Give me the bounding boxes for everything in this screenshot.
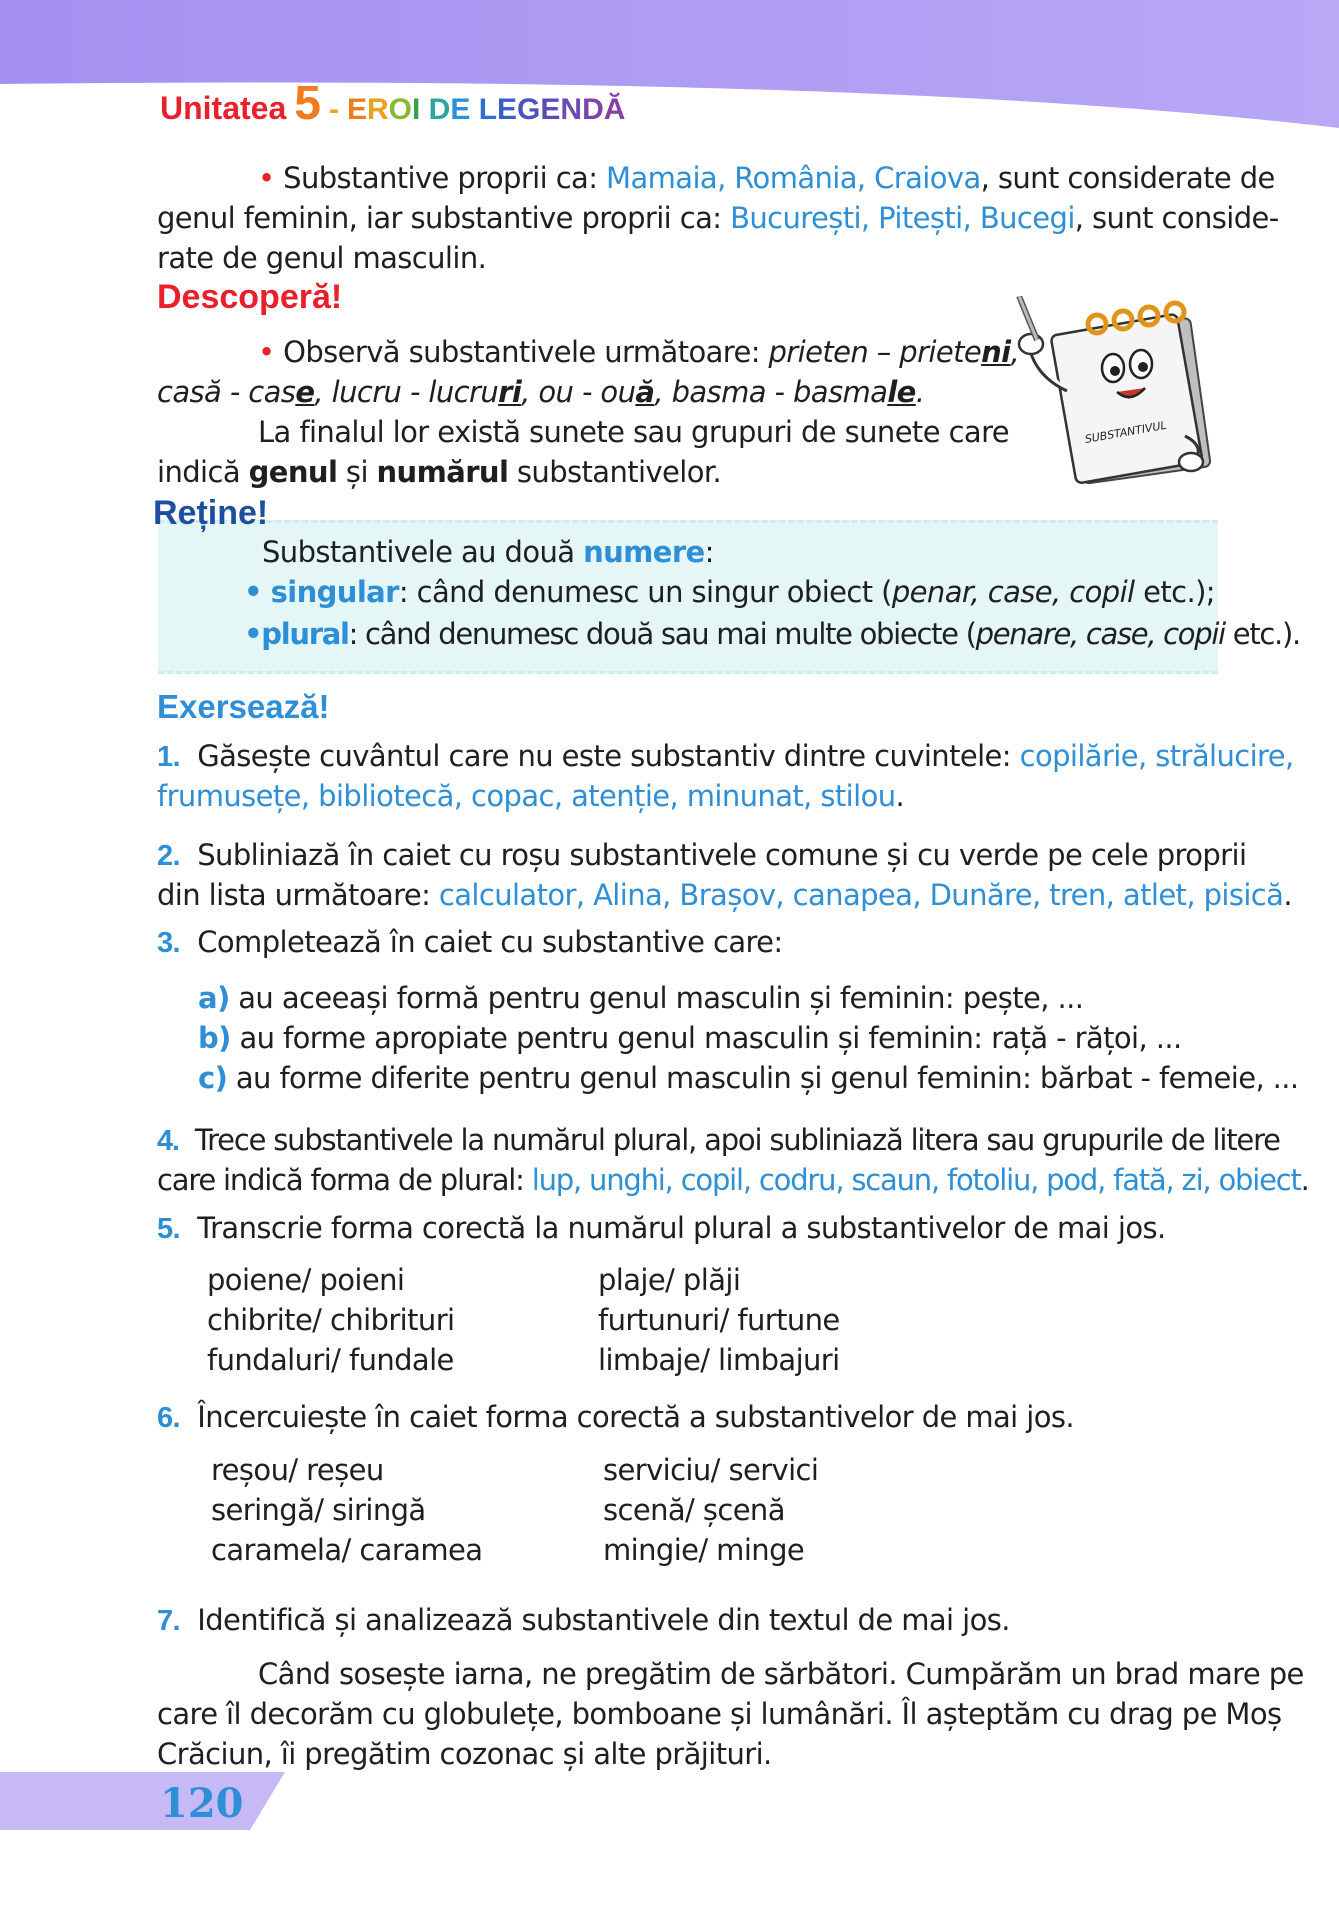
exercise-5-left-3: fundaluri/ fundale bbox=[207, 1343, 454, 1377]
section-title-descopera: Descoperă! bbox=[157, 278, 343, 316]
bullet: • bbox=[244, 617, 262, 651]
exercise-text: Găsește cuvântul care nu este substantiv dintre cuvintele: bbox=[197, 739, 1020, 773]
exercise-5-right-3: limbaje/ limbajuri bbox=[598, 1343, 840, 1377]
exercise-4-line-2 bbox=[157, 1160, 1309, 1200]
example-word: , lucru - lucru bbox=[314, 375, 499, 409]
unit-title-letter: O bbox=[388, 93, 412, 126]
ending-underlined: e bbox=[295, 375, 315, 409]
notebook-mascot-illustration bbox=[1015, 296, 1215, 486]
exercise-3-item-b bbox=[198, 1018, 1182, 1058]
descopera-line-2 bbox=[157, 372, 924, 412]
item-letter: b) bbox=[198, 1021, 231, 1055]
page-number-band bbox=[0, 1772, 300, 1832]
retine-line-singular bbox=[244, 572, 1215, 612]
exercise-number: 2. bbox=[157, 840, 180, 872]
exercise-2-line-1 bbox=[157, 835, 1246, 876]
term-singular: singular bbox=[270, 575, 399, 609]
ending-underlined: ri bbox=[498, 375, 522, 409]
unit-title-letter: N bbox=[560, 93, 583, 126]
retine-text: etc.). bbox=[1224, 617, 1300, 651]
period: . bbox=[915, 375, 925, 409]
retine-text: etc.); bbox=[1134, 575, 1215, 609]
period: . bbox=[895, 779, 905, 813]
example-words: penare, case, copii bbox=[975, 617, 1225, 651]
intro-line-2 bbox=[157, 198, 1279, 238]
exercise-6-left-2: seringă/ siringă bbox=[211, 1493, 426, 1527]
exercise-number: 4. bbox=[157, 1125, 179, 1157]
unit-title-letter: D bbox=[428, 93, 451, 126]
exercise-5-left-1: poiene/ poieni bbox=[207, 1263, 405, 1297]
example-word: casă - cas bbox=[157, 375, 296, 409]
item-letter: a) bbox=[198, 981, 230, 1015]
exercise-number: 1. bbox=[157, 741, 180, 773]
unit-title-letter: E bbox=[540, 93, 561, 126]
exercise-3-item-c bbox=[198, 1058, 1299, 1098]
exercise-7-para-1: Când sosește iarna, ne pregătim de sărbători. Cumpărăm un brad mare pe bbox=[258, 1657, 1304, 1691]
bullet: • bbox=[258, 335, 275, 369]
unit-title-letter: E bbox=[497, 93, 518, 126]
exercise-6-right-3: mingie/ minge bbox=[603, 1533, 805, 1567]
intro-examples-masculine: București, Pitești, Bucegi bbox=[730, 201, 1075, 235]
descopera-text: Observă substantivele următoare: bbox=[283, 335, 769, 369]
unit-title-letter: L bbox=[478, 93, 498, 126]
exercise-text: care indică forma de plural: bbox=[157, 1163, 532, 1197]
unit-header bbox=[160, 76, 625, 136]
exercise-text: din lista următoare: bbox=[157, 878, 439, 912]
example-word: , basma - basma bbox=[654, 375, 888, 409]
section-title-exerseaza: Exersează! bbox=[157, 688, 330, 725]
exercise-text: Transcrie forma corectă la numărul plural a substantivelor de mai jos. bbox=[197, 1211, 1166, 1245]
descopera-line-4 bbox=[157, 452, 721, 492]
example-words: penar, case, copil bbox=[891, 575, 1135, 609]
exercise-6-left-1: reșou/ reșeu bbox=[211, 1453, 384, 1487]
exercise-number: 3. bbox=[157, 927, 180, 959]
exercise-1-line-2 bbox=[157, 776, 904, 816]
unit-title-letter: D bbox=[582, 93, 604, 126]
exercise-3-item-a bbox=[198, 978, 1083, 1018]
intro-text: , sunt considerate de bbox=[980, 161, 1275, 195]
exercise-2-line-2 bbox=[157, 875, 1292, 915]
keyword-numarul: numărul bbox=[376, 455, 509, 489]
retine-line-plural bbox=[244, 614, 1300, 654]
unit-title-letter: E bbox=[450, 93, 471, 126]
retine-text: : când denumesc un singur obiect ( bbox=[398, 575, 892, 609]
exercise-3-line-1 bbox=[157, 922, 783, 963]
exercise-text: Trece substantivele la numărul plural, apoi subliniază litera sau grupurile de litere bbox=[194, 1123, 1280, 1157]
exercise-5-right-1: plaje/ plăji bbox=[598, 1263, 741, 1297]
page-number: 120 bbox=[160, 1780, 244, 1827]
intro-text: , sunt conside- bbox=[1074, 201, 1279, 235]
keyword-genul: genul bbox=[248, 455, 338, 489]
unit-title-letter: Ă bbox=[603, 93, 626, 126]
unit-title-letter: E bbox=[346, 93, 367, 126]
unit-title-letter bbox=[470, 93, 478, 126]
intro-examples-feminine: Mamaia, România, Craiova bbox=[606, 161, 981, 195]
item-text: au forme apropiate pentru genul masculin și feminin: rață - rățoi, ... bbox=[239, 1021, 1182, 1055]
retine-line-1 bbox=[262, 532, 714, 572]
exercise-text: Completează în caiet cu substantive care: bbox=[197, 925, 783, 959]
unit-title-letter: I bbox=[411, 93, 421, 126]
exercise-5-line-1 bbox=[157, 1208, 1166, 1249]
exercise-5-right-2: furtunuri/ furtune bbox=[598, 1303, 840, 1337]
colon: : bbox=[704, 535, 714, 569]
exercise-number: 5. bbox=[157, 1213, 180, 1245]
term-plural: plural bbox=[261, 617, 349, 651]
intro-line-1 bbox=[258, 158, 1275, 198]
exercise-7-para-3: Crăciun, îi pregătim cozonac și alte prăjituri. bbox=[157, 1737, 772, 1771]
ending-underlined: ni bbox=[981, 335, 1011, 369]
descopera-text: și bbox=[337, 455, 377, 489]
retine-text: Substantivele au două bbox=[262, 535, 584, 569]
exercise-6-line-1 bbox=[157, 1397, 1074, 1438]
unit-title bbox=[347, 93, 625, 126]
intro-text: Substantive proprii ca: bbox=[283, 161, 607, 195]
exercise-text: Subliniază în caiet cu roșu substantivele comune și cu verde pe cele proprii bbox=[197, 838, 1247, 872]
unit-title-letter: R bbox=[366, 93, 389, 126]
bullet: • bbox=[244, 575, 262, 609]
intro-text: genul feminin, iar substantive proprii ca: bbox=[157, 201, 731, 235]
exercise-text: Încercuiește în caiet forma corectă a substantivelor de mai jos. bbox=[197, 1400, 1074, 1434]
unit-separator: - bbox=[328, 93, 339, 126]
descopera-line-3: La finalul lor există sunete sau grupuri de sunete care bbox=[258, 415, 1010, 449]
descopera-text: indică bbox=[157, 455, 249, 489]
exercise-words: copilărie, strălucire, bbox=[1019, 739, 1294, 773]
notebook-label: SUBSTANTIVUL bbox=[1083, 418, 1168, 446]
ending-underlined: ă bbox=[635, 375, 655, 409]
unit-number: 5 bbox=[294, 77, 321, 130]
exercise-text: Identifică și analizează substantivele din textul de mai jos. bbox=[197, 1603, 1010, 1637]
exercise-number: 7. bbox=[157, 1605, 180, 1637]
item-text: au aceeași formă pentru genul masculin și feminin: pește, ... bbox=[238, 981, 1084, 1015]
keyword-numere: numere bbox=[583, 535, 705, 569]
descopera-line-1 bbox=[258, 332, 1019, 372]
exercise-6-right-2: scenă/ șcenă bbox=[603, 1493, 785, 1527]
period: . bbox=[1300, 1163, 1309, 1197]
exercise-1-line-1 bbox=[157, 736, 1294, 777]
example-word: , ou - ou bbox=[521, 375, 636, 409]
ending-underlined: le bbox=[887, 375, 916, 409]
descopera-text: substantivelor. bbox=[508, 455, 722, 489]
exercise-6-right-1: serviciu/ servici bbox=[603, 1453, 819, 1487]
exercise-7-para-2: care îl decorăm cu globulețe, bomboane și lumânări. Îl așteptăm cu drag pe Moș bbox=[157, 1697, 1282, 1731]
exercise-words: frumusețe, bibliotecă, copac, atenție, minunat, stilou bbox=[157, 779, 896, 813]
exercise-4-line-1 bbox=[157, 1120, 1280, 1161]
exercise-words: calculator, Alina, Brașov, canapea, Dunăre, tren, atlet, pisică bbox=[438, 878, 1284, 912]
section-title-retine: Reține! bbox=[153, 494, 269, 532]
exercise-6-left-3: caramela/ caramea bbox=[211, 1533, 483, 1567]
item-text: au forme diferite pentru genul masculin și genul feminin: bărbat - femeie, ... bbox=[235, 1061, 1299, 1095]
item-letter: c) bbox=[198, 1061, 228, 1095]
intro-line-3: rate de genul masculin. bbox=[157, 241, 487, 275]
retine-text: : când denumesc două sau mai multe obiecte ( bbox=[348, 617, 976, 651]
unit-title-letter: G bbox=[517, 93, 541, 126]
exercise-7-line-1 bbox=[157, 1600, 1010, 1641]
period: . bbox=[1283, 878, 1292, 912]
bullet: • bbox=[258, 161, 275, 195]
exercise-5-left-2: chibrite/ chibrituri bbox=[207, 1303, 455, 1337]
exercise-number: 6. bbox=[157, 1402, 180, 1434]
comma: , bbox=[1010, 335, 1020, 369]
unit-word: Unitatea bbox=[160, 90, 287, 126]
unit-title-letter bbox=[420, 93, 428, 126]
exercise-words: lup, unghi, copil, codru, scaun, fotoliu, pod, fată, zi, obiect bbox=[531, 1163, 1301, 1197]
example-word: prieten – priete bbox=[768, 335, 982, 369]
